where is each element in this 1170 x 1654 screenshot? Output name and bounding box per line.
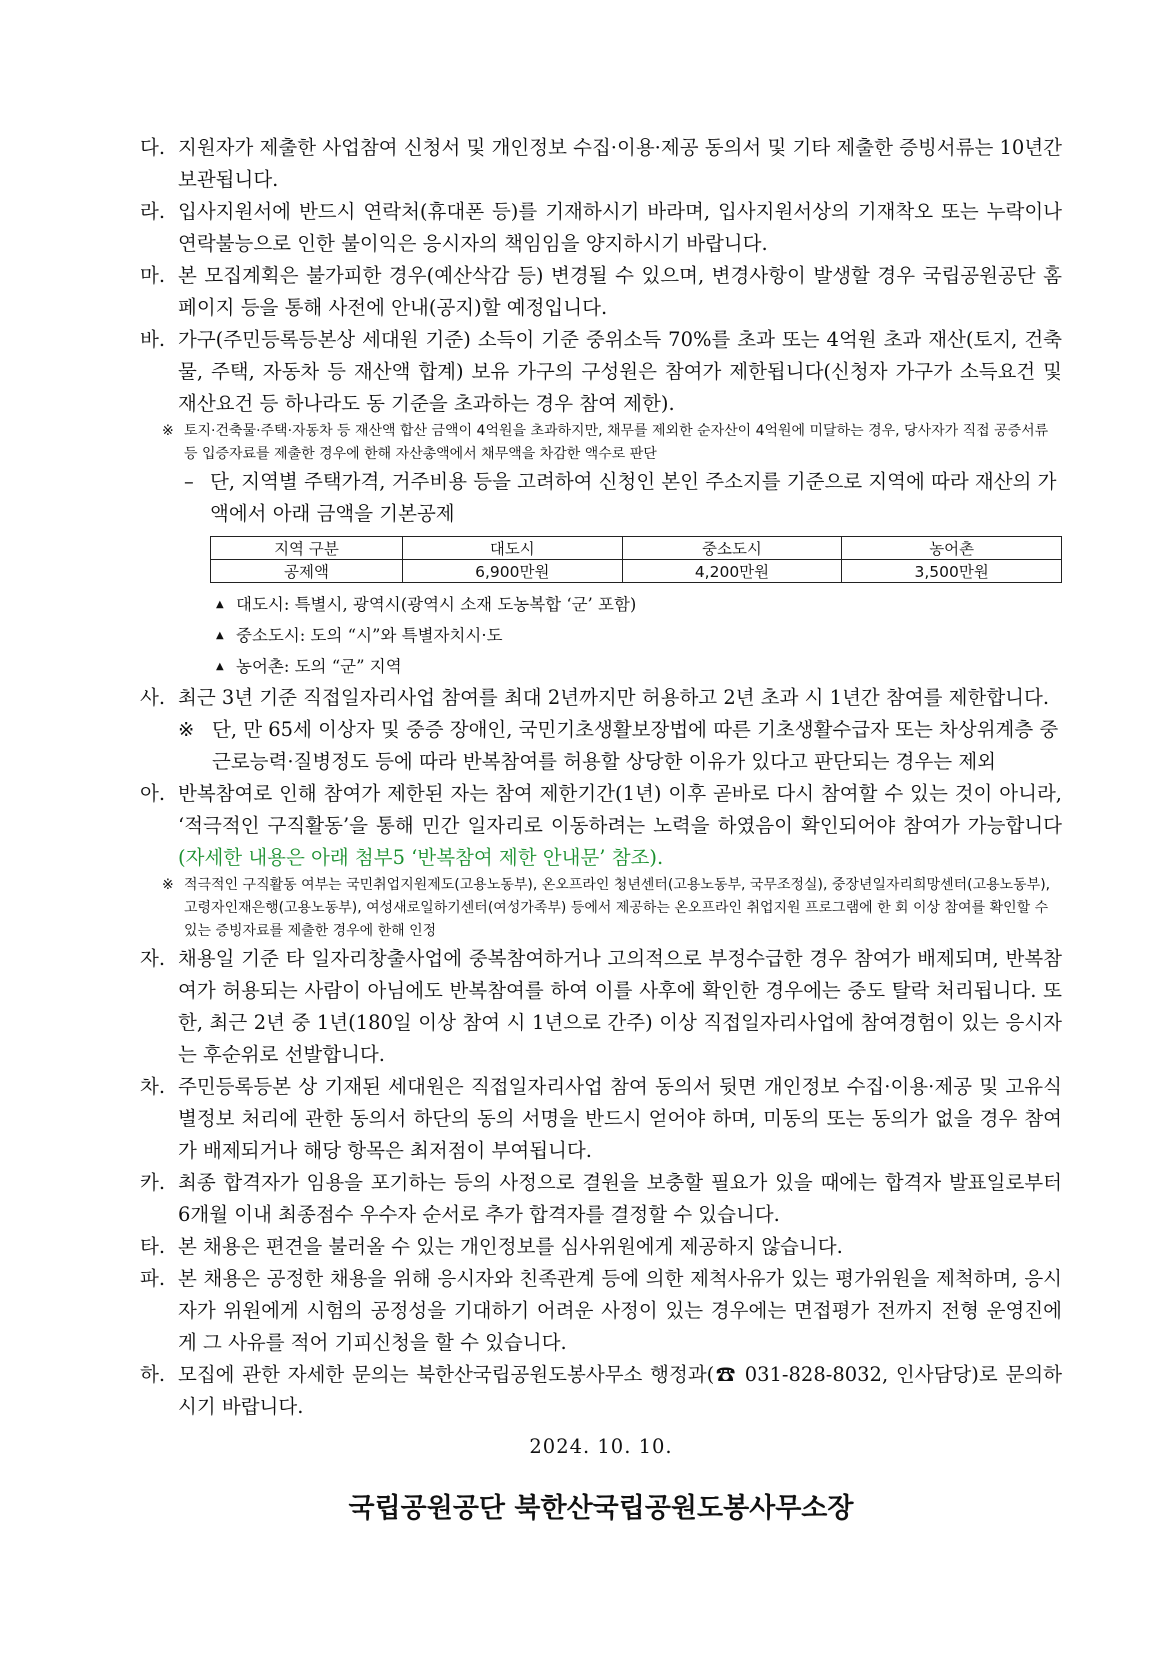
item-text: 채용일 기준 타 일자리창출사업에 중복참여하거나 고의적으로 부정수급한 경우 참여가 배제되며, 반복참여가 허용되는 사람이 아님에도 반복참여를 하여 이를 사후에 확인한 경우에는 중도 탈락 처리됩니다. 또한, 최근 2년 중 1년(180일 이상 참여 시 1년으로 간주) 이상 직접일자리사업에 참여경험이 있는 응시자는 후순위로 선발합니다. [178,947,1062,1066]
item-text: 최종 합격자가 임용을 포기하는 등의 사정으로 결원을 보충할 필요가 있을 때에는 합격자 발표일로부터 6개월 이내 최종점수 우수자 순서로 추가 합격자를 결정할 수 있습니다. [178,1171,1062,1226]
region-note-metro [140,589,1062,620]
dash-text: 단, 지역별 주택가격, 거주비용 등을 고려하여 신청인 본인 주소지를 기준으로 지역에 따라 재산의 가액에서 아래 금액을 기본공제 [210,470,1057,525]
item-text: 지원자가 제출한 사업참여 신청서 및 개인정보 수집·이용·제공 동의서 및 기타 제출한 증빙서류는 10년간 보관됩니다. [178,136,1062,191]
item-marker: 다. [140,136,166,159]
notice-body [140,132,1062,1525]
region-note-rural [140,651,1062,682]
region-note-text: 농어촌: 도의 “군” 지역 [236,657,402,676]
item-ma [140,260,1062,324]
item-ka [140,1167,1062,1231]
job-search-note [140,874,1062,943]
item-ra [140,196,1062,260]
item-marker: 바. [140,328,166,351]
item-text-main: 반복참여로 인해 참여가 제한된 자는 참여 제한기간(1년) 이후 곧바로 다시 참여할 수 있는 것이 아니라, ‘적극적인 구직활동’을 통해 민간 일자리로 이동하려는 노력을 하였음이 확인되어야 참여가 가능합니다 [178,782,1062,837]
item-ta [140,1231,1062,1263]
item-text: 주민등록등본 상 기재된 세대원은 직접일자리사업 참여 동의서 뒷면 개인정보 수집·이용·제공 및 고유식별정보 처리에 관한 동의서 하단의 동의 서명을 반드시 얻어야 하며, 미동의 또는 동의가 없을 경우 참여가 배제되거나 해당 항목은 최저점이 부여됩니다. [178,1075,1062,1162]
note-marker: ※ [162,423,174,439]
table-cell: 공제액 [211,560,403,583]
deduction-table [210,536,1062,583]
asset-note [140,420,1062,466]
table-header-cell: 대도시 [402,537,622,560]
item-marker: 타. [140,1235,166,1258]
triangle-icon: ▲ [216,661,224,672]
note-marker: ※ [162,877,174,893]
table-cell: 4,200만원 [622,560,842,583]
item-text [178,778,1062,874]
item-da [140,132,1062,196]
region-note-text: 중소도시: 도의 “시”와 특별자치시·도 [236,626,503,645]
note-text: 단, 만 65세 이상자 및 중증 장애인, 국민기초생활보장법에 따른 기초생활수급자 또는 차상위계층 중 근로능력·질병정도 등에 따라 반복참여를 허용할 상당한 이유가 있다고 판단되는 경우는 제외 [212,718,1059,773]
table-cell: 3,500만원 [842,560,1062,583]
table-header-cell: 중소도시 [622,537,842,560]
item-pa [140,1263,1062,1359]
item-marker: 라. [140,200,166,223]
note-marker: ※ [178,718,195,741]
exception-note [140,714,1062,778]
item-text: 모집에 관한 자세한 문의는 북한산국립공원도봉사무소 행정과(☎ 031-828-8032, 인사담당)로 문의하시기 바랍니다. [178,1363,1062,1418]
item-text: 입사지원서에 반드시 연락처(휴대폰 등)를 기재하시기 바라며, 입사지원서상의 기재착오 또는 누락이나 연락불능으로 인한 불이익은 응시자의 책임임을 양지하시기 바랍니다. [178,200,1062,255]
triangle-icon: ▲ [216,599,224,610]
note-text: 토지·건축물·주택·자동차 등 재산액 합산 금액이 4억원을 초과하지만, 채무를 제외한 순자산이 4억원에 미달하는 경우, 당사자가 직접 공증서류 등 입증자료를 제출한 경우에 한해 자산총액에서 채무액을 차감한 액수로 판단 [184,423,1049,462]
item-marker: 차. [140,1075,166,1098]
triangle-icon: ▲ [216,630,224,641]
deduction-dash-item [140,466,1062,530]
item-sa [140,682,1062,714]
dash-marker: – [184,470,194,493]
item-marker: 마. [140,264,166,287]
item-cha [140,1071,1062,1167]
item-marker: 사. [140,686,166,709]
item-text: 본 채용은 편견을 불러올 수 있는 개인정보를 심사위원에게 제공하지 않습니다. [178,1235,843,1258]
issuer-signature: 국립공원공단 북한산국립공원도봉사무소장 [348,1493,854,1524]
item-ha [140,1359,1062,1423]
attachment-reference: (자세한 내용은 아래 첨부5 ‘반복참여 제한 안내문’ 참조). [178,846,664,869]
item-marker: 아. [140,782,166,805]
table-row [211,560,1062,583]
item-marker: 자. [140,947,166,970]
item-marker: 파. [140,1267,166,1290]
item-text: 최근 3년 기준 직접일자리사업 참여를 최대 2년까지만 허용하고 2년 초과 시 1년간 참여를 제한합니다. [178,686,1050,709]
note-text: 적극적인 구직활동 여부는 국민취업지원제도(고용노동부), 온오프라인 청년센터(고용노동부, 국무조정실), 중장년일자리희망센터(고용노동부), 고령자인재은행(고용노동부), 여성새로일하기센터(여성가족부) 등에서 제공하는 온오프라인 취업지원 프로그램에 한 회 이상 참여를 확인할 수 있는 증빙자료를 제출한 경우에 한해 인정 [184,877,1051,939]
notice-date: 2024. 10. 10. [529,1435,673,1458]
item-ba [140,324,1062,420]
item-ja [140,943,1062,1071]
item-marker: 카. [140,1171,166,1194]
item-a [140,778,1062,874]
table-header-cell: 농어촌 [842,537,1062,560]
table-header-cell: 지역 구분 [211,537,403,560]
region-note-text: 대도시: 특별시, 광역시(광역시 소재 도농복합 ‘군’ 포함) [236,595,637,614]
item-marker: 하. [140,1363,166,1386]
region-note-city [140,620,1062,651]
item-text: 가구(주민등록등본상 세대원 기준) 소득이 기준 중위소득 70%를 초과 또는 4억원 초과 재산(토지, 건축물, 주택, 자동차 등 재산액 합계) 보유 가구의 구성원은 참여가 제한됩니다(신청자 가구가 소득요건 및 재산요건 등 하나라도 동 기준을 초과하는 경우 참여 제한). [178,328,1062,415]
item-text: 본 모집계획은 불가피한 경우(예산삭감 등) 변경될 수 있으며, 변경사항이 발생할 경우 국립공원공단 홈페이지 등을 통해 사전에 안내(공지)할 예정입니다. [178,264,1062,319]
table-header-row [211,537,1062,560]
item-text: 본 채용은 공정한 채용을 위해 응시자와 친족관계 등에 의한 제척사유가 있는 평가위원을 제척하며, 응시자가 위원에게 시험의 공정성을 기대하기 어려운 사정이 있는 경우에는 면접평가 전까지 전형 운영진에게 그 사유를 적어 기피신청을 할 수 있습니다. [178,1267,1062,1354]
table-cell: 6,900만원 [402,560,622,583]
